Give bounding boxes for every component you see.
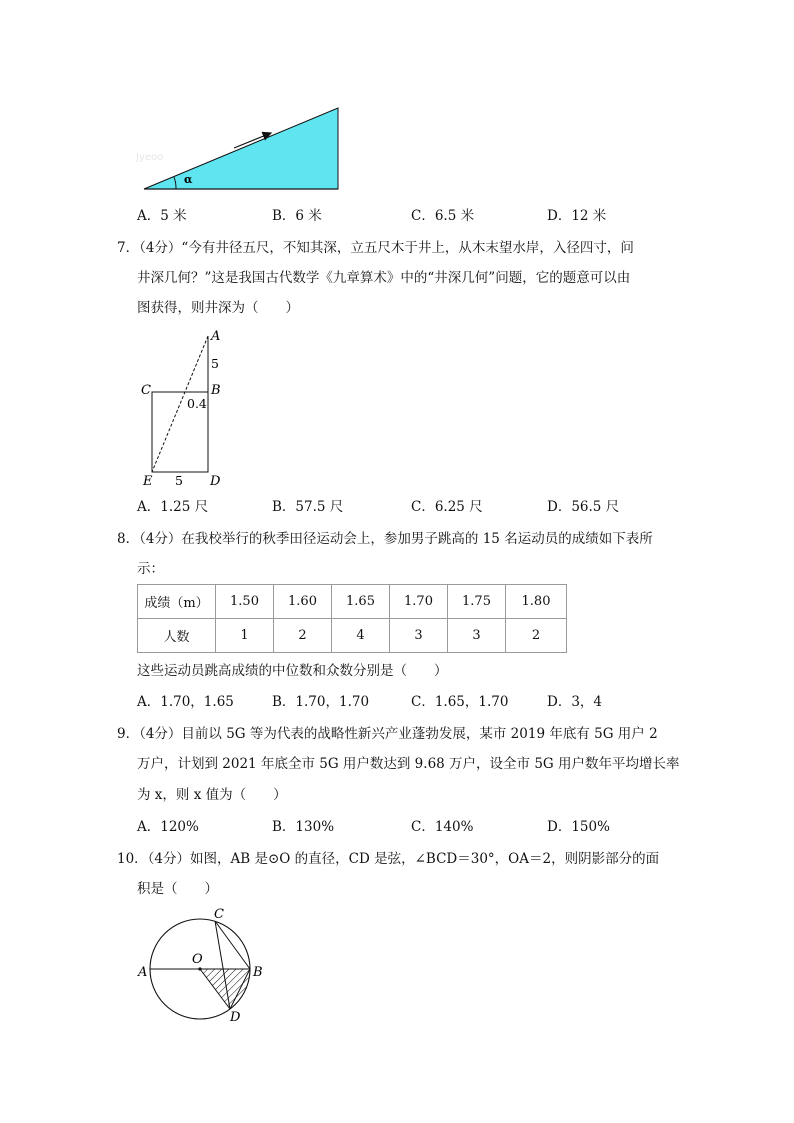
q7-option-c[interactable]: C．6.25 尺	[411, 499, 483, 515]
point-d-label: D	[230, 1010, 241, 1025]
well-figure	[135, 326, 235, 491]
length-ed-label: 5	[175, 473, 183, 488]
q9-text-line-1: 9．（4分）目前以 5G 等为代表的战略性新兴产业蓬勃发展，某市 2019 年底有 5G 用户 2	[117, 726, 658, 742]
point-b-label: B	[253, 965, 263, 980]
q10-text-line-1: 10．（4分）如图，AB 是⊙O 的直径，CD 是弦，∠BCD＝30°，OA＝2，则阴影部分的面	[117, 851, 660, 867]
q8-text-line-2: 示：	[137, 561, 164, 577]
q7-text-line-2: 井深几何？”这是我国古代数学《九章算术》中的“井深几何”问题，它的题意可以由	[137, 270, 631, 286]
point-e-label: E	[143, 474, 153, 489]
point-c-label: C	[214, 907, 224, 922]
q9-text-line-2: 万户，计划到 2021 年底全市 5G 用户数达到 9.68 万户，设全市 5G 用户数年平均增长率	[137, 756, 680, 772]
chord-cb	[215, 921, 250, 969]
table-cell: 1.65	[332, 585, 390, 619]
point-o-label: O	[192, 952, 203, 967]
q9-option-d[interactable]: D．150%	[547, 819, 610, 835]
table-cell: 3	[390, 619, 448, 653]
point-a-label: A	[138, 965, 148, 980]
q7-text-line-1: 7．（4分）“今有井径五尺，不知其深，立五尺木于井上，从木末望水岸，入径四寸，问	[117, 240, 634, 256]
table-header-cell: 成绩（m）	[138, 585, 216, 619]
q6-option-c[interactable]: C．6.5 米	[411, 208, 475, 224]
table-cell: 4	[332, 619, 390, 653]
q7-text-line-3: 图获得，则井深为（ ）	[137, 300, 299, 316]
table-cell: 1.75	[448, 585, 506, 619]
q7-option-b[interactable]: B．57.5 尺	[272, 499, 344, 515]
point-a-label: A	[211, 329, 221, 344]
watermark: Jyeoo	[136, 152, 164, 163]
table-cell: 1.80	[506, 585, 567, 619]
score-table	[137, 584, 567, 653]
table-row	[138, 585, 567, 619]
point-d-label: D	[210, 474, 221, 489]
center-point	[198, 967, 201, 970]
q10-text-line-2: 积是（ ）	[137, 881, 218, 897]
table-header-cell: 人数	[138, 619, 216, 653]
q7-option-d[interactable]: D．56.5 尺	[547, 499, 620, 515]
q8-option-b[interactable]: B．1.70，1.70	[272, 694, 370, 710]
table-cell: 1.70	[390, 585, 448, 619]
table-cell: 1.50	[216, 585, 274, 619]
q8-option-a[interactable]: A．1.70，1.65	[137, 694, 234, 710]
slope-figure	[120, 98, 350, 198]
q6-option-d[interactable]: D．12 米	[547, 208, 607, 224]
length-ab-label: 5	[211, 356, 219, 371]
table-cell: 1	[216, 619, 274, 653]
table-cell: 2	[274, 619, 332, 653]
q8-question-line: 这些运动员跳高成绩的中位数和众数分别是（ ）	[137, 663, 448, 679]
q6-option-a[interactable]: A．5 米	[137, 208, 187, 224]
alpha-label: α	[184, 173, 193, 186]
circle-figure	[130, 905, 270, 1025]
table-cell: 1.60	[274, 585, 332, 619]
cut-length-label: 0.4	[187, 396, 207, 411]
point-c-label: C	[141, 383, 151, 398]
q8-option-d[interactable]: D．3，4	[547, 694, 603, 710]
q9-option-c[interactable]: C．140%	[411, 819, 474, 835]
q7-option-a[interactable]: A．1.25 尺	[137, 499, 209, 515]
slope-triangle	[144, 108, 338, 189]
q9-option-b[interactable]: B．130%	[272, 819, 335, 835]
table-cell: 2	[506, 619, 567, 653]
table-cell: 3	[448, 619, 506, 653]
q6-option-b[interactable]: B．6 米	[272, 208, 322, 224]
point-b-label: B	[211, 383, 221, 398]
table-row	[138, 619, 567, 653]
q8-option-c[interactable]: C．1.65，1.70	[411, 694, 509, 710]
q9-text-line-3: 为 x，则 x 值为（ ）	[137, 787, 287, 803]
q8-text-line-1: 8．（4分）在我校举行的秋季田径运动会上，参加男子跳高的 15 名运动员的成绩如下表所	[117, 531, 653, 547]
q9-option-a[interactable]: A．120%	[137, 819, 199, 835]
